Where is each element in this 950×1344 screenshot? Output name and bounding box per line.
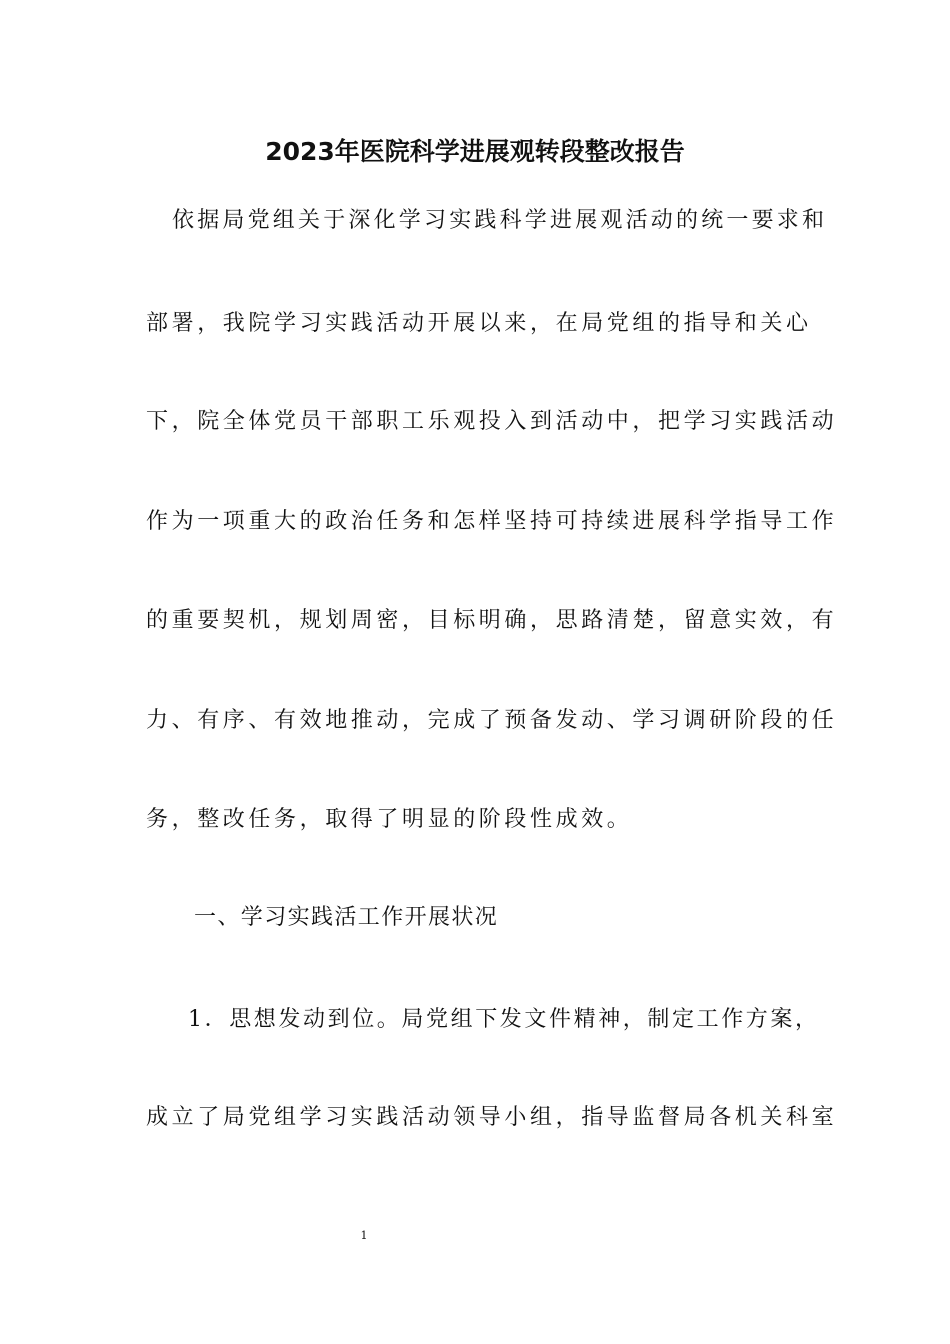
body-line: 力、有序、有效地推动，完成了预备发动、学习调研阶段的任 bbox=[146, 708, 838, 733]
body-line: 的重要契机，规划周密，目标明确，思路清楚，留意实效，有 bbox=[146, 608, 838, 633]
page-number: 1 bbox=[360, 1229, 368, 1242]
body-line: 依据局党组关于深化学习实践科学进展观活动的统一要求和 bbox=[172, 208, 828, 233]
section-heading: 一、学习实践活工作开展状况 bbox=[194, 905, 499, 930]
body-line: 1．思想发动到位。局党组下发文件精神，制定工作方案， bbox=[188, 1007, 820, 1032]
body-line: 务，整改任务，取得了明显的阶段性成效。 bbox=[146, 807, 633, 832]
document-title: 2023年医院科学进展观转段整改报告 bbox=[265, 137, 685, 166]
body-line: 部署，我院学习实践活动开展以来，在局党组的指导和关心 bbox=[146, 311, 812, 336]
body-line: 下，院全体党员干部职工乐观投入到活动中，把学习实践活动 bbox=[146, 409, 838, 434]
body-line: 成立了局党组学习实践活动领导小组，指导监督局各机关科室 bbox=[146, 1105, 838, 1130]
body-line: 作为一项重大的政治任务和怎样坚持可持续进展科学指导工作 bbox=[146, 509, 838, 534]
